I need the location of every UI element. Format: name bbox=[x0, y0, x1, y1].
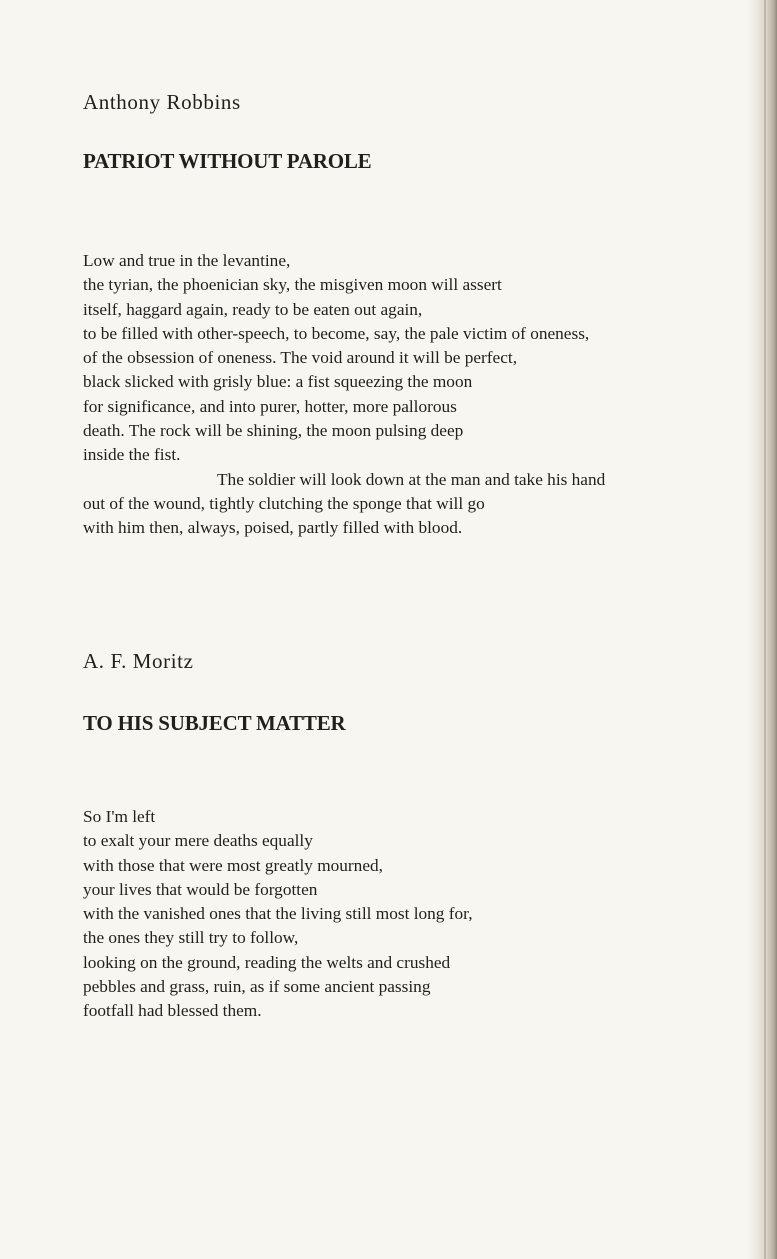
poem-line-indented: The soldier will look down at the man and take his hand bbox=[217, 469, 606, 489]
poem-patriot-without-parole bbox=[83, 88, 743, 541]
page-binding-edge bbox=[747, 0, 777, 1259]
poem-line: So I'm left bbox=[83, 807, 156, 826]
poem-to-his-subject-matter bbox=[83, 647, 743, 1024]
binding-shadow-line bbox=[764, 0, 766, 1259]
poem-line: the ones they still try to follow, bbox=[83, 928, 299, 948]
poem-line: inside the fist. bbox=[83, 445, 181, 465]
poem-line: out of the wound, tightly clutching the sponge that will go bbox=[83, 493, 485, 513]
poem-line: footfall had blessed them. bbox=[83, 1001, 262, 1021]
poem-line: of the obsession of oneness. The void around it will be perfect, bbox=[83, 348, 518, 368]
poem-line: to exalt your mere deaths equally bbox=[83, 831, 313, 851]
poem-line: with him then, always, poised, partly filled with blood. bbox=[83, 518, 463, 538]
poem-body bbox=[83, 249, 743, 541]
poem-body bbox=[83, 805, 743, 1024]
poem-line: the tyrian, the phoenician sky, the misgiven moon will assert bbox=[83, 275, 502, 295]
poem-line: black slicked with grisly blue: a fist squeezing the moon bbox=[83, 372, 473, 392]
poem-line: for significance, and into purer, hotter, more pallorous bbox=[83, 396, 457, 416]
poem-line: to be filled with other-speech, to become, say, the pale victim of oneness, bbox=[83, 323, 590, 343]
poem-line: death. The rock will be shining, the moon pulsing deep bbox=[83, 421, 464, 441]
poem-line: with those that were most greatly mourned, bbox=[83, 855, 383, 875]
poem-author: A. F. Moritz bbox=[83, 649, 194, 673]
poem-title: PATRIOT WITHOUT PAROLE bbox=[83, 149, 372, 173]
poem-line: your lives that would be forgotten bbox=[83, 879, 318, 899]
poem-line: pebbles and grass, ruin, as if some ancient passing bbox=[83, 977, 431, 997]
poem-line: Low and true in the levantine, bbox=[83, 251, 291, 270]
poem-line: looking on the ground, reading the welts and crushed bbox=[83, 952, 451, 972]
poem-author: Anthony Robbins bbox=[83, 90, 241, 114]
poem-line: with the vanished ones that the living still most long for, bbox=[83, 904, 473, 924]
poem-title: TO HIS SUBJECT MATTER bbox=[83, 711, 346, 735]
poem-line: itself, haggard again, ready to be eaten out again, bbox=[83, 299, 423, 319]
